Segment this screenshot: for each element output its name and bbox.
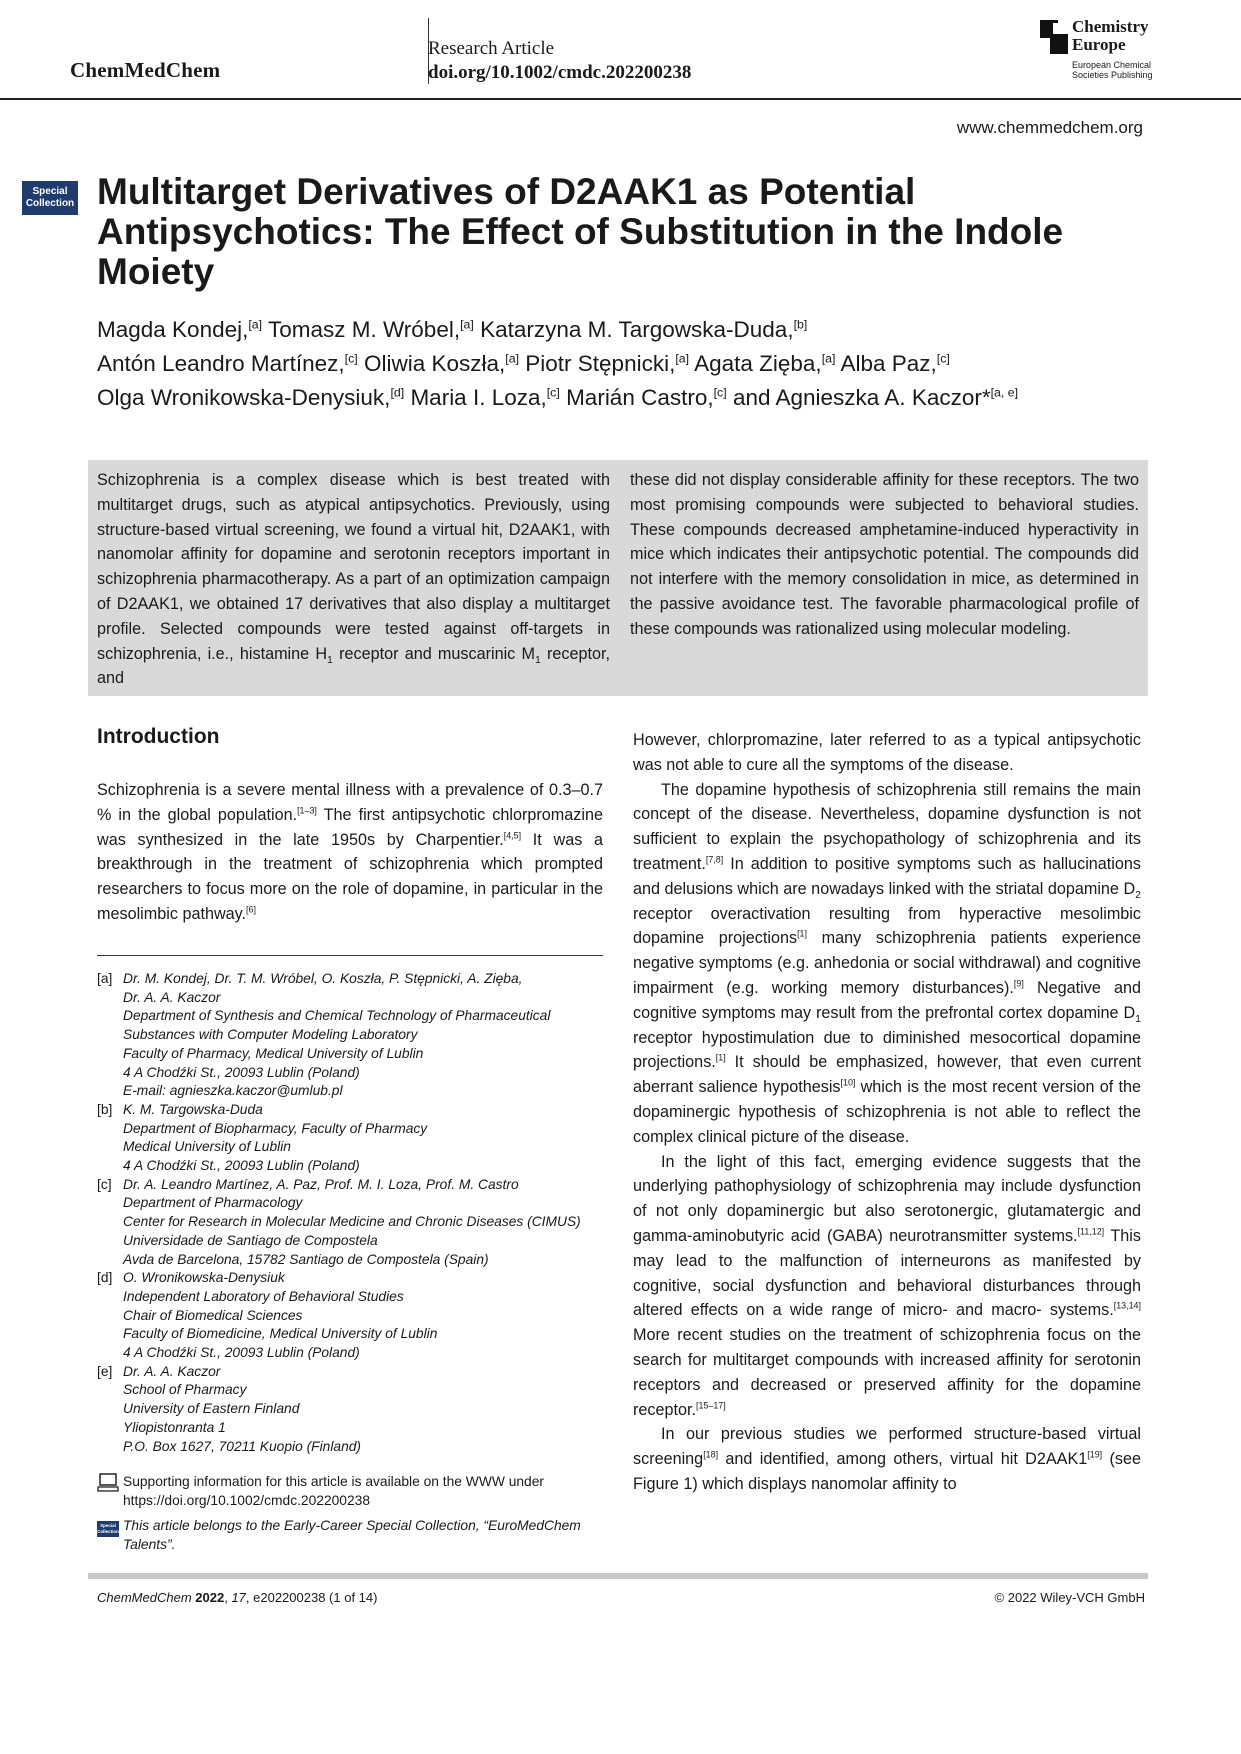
logo-sub-line1: European Chemical (1072, 60, 1152, 70)
footer-copyright: © 2022 Wiley-VCH GmbH (994, 1590, 1145, 1605)
text: The dopamine hypothesis of schizophrenia still remains the main concept of the disease. Nevertheless, dopamine dysfunction is not sufficient to explain the psychopathology of schizophrenia and its treatment. (633, 780, 1141, 873)
affiliation-entry (97, 1269, 607, 1363)
citation-ref[interactable]: [1] (715, 1052, 726, 1063)
text: Negative and cognitive symptoms may result from the prefrontal cortex dopamine D (633, 978, 1141, 1022)
abstract-box (88, 460, 1148, 696)
computer-icon (97, 1473, 119, 1493)
mini-badge-line1: Special (100, 1523, 116, 1528)
footer-article-id: , e202200238 (1 of 14) (245, 1590, 378, 1605)
special-note-text: This article belongs to the Early-Career Special Collection, “EuroMedChem Talents”. (123, 1518, 581, 1552)
affiliations (97, 970, 607, 1456)
special-collection-note (97, 1517, 607, 1554)
affiliation-label: [b] (97, 1101, 113, 1117)
footer-rule (88, 1573, 1148, 1579)
text: which is the most recent version of the dopaminergic hypothesis of schizophrenia is not able to reflect the complex clinical picture of the disease. (633, 1078, 1142, 1146)
affiliation-line: Yliopistonranta 1 (123, 1419, 226, 1435)
abstract-left-column (97, 468, 610, 691)
right-column-text (633, 728, 1141, 1497)
affiliation-line: Faculty of Biomedicine, Medical University of Lublin (123, 1326, 438, 1342)
text: However, chlorpromazine, later referred to as a typical antipsychotic was not able to cure all the symptoms of the disease. (633, 731, 1141, 774)
affiliation-body (123, 1176, 607, 1270)
affiliation-line: E-mail: agnieszka.kaczor@umlub.pl (123, 1083, 343, 1099)
affiliation-line: K. M. Targowska-Duda (123, 1101, 263, 1117)
citation-ref[interactable]: [7,8] (705, 854, 724, 865)
subscript: 2 (1135, 889, 1141, 902)
abstract-left-text: Schizophrenia is a complex disease which is best treated with multitarget drugs, such as atypical antipsychotics. Previously, using structure-based virtual screening, we found a virtual hit, D2AAK1, with nanomolar affinity for dopamine and serotonin receptors important in schizophrenia pharmacotherapy. As a part of an optimization campaign of D2AAK1, we obtained 17 derivatives that also display a multitarget profile. Selected compounds were tested against off-targets in schizophrenia, i.e., histamine H (97, 471, 610, 663)
text: In addition to positive symptoms such as hallucinations and delusions which are nowadays linked with the striatal dopamine D (633, 854, 1141, 898)
logo-title-line1: Chemistry (1072, 17, 1149, 36)
citation-ref[interactable]: [6] (246, 904, 256, 915)
footer-journal: ChemMedChem (97, 1590, 192, 1605)
affiliation-line: O. Wronikowska-Denysiuk (123, 1270, 285, 1286)
intro-text-3: It was a breakthrough in the treatment of schizophrenia which prompted researchers to focus more on the role of dopamine, in particular in the mesolimbic pathway. (97, 830, 603, 923)
paragraph (633, 1422, 1141, 1496)
article-type: Research Article (428, 38, 555, 59)
citation-ref[interactable]: [1] (797, 928, 807, 939)
affiliation-line: Dr. A. Leandro Martínez, A. Paz, Prof. M. I. Loza, Prof. M. Castro (123, 1176, 519, 1192)
affiliation-line: School of Pharmacy (123, 1382, 247, 1398)
text: More recent studies on the treatment of schizophrenia focus on the search for multitarget compounds with increased affinity for serotonin receptors and decreased or preserved affinity for the dopamine receptor. (633, 1326, 1141, 1419)
affiliation-entry (97, 1363, 607, 1457)
intro-text-2: The first antipsychotic chlorpromazine was synthesized in the late 1950s by Charpentier. (97, 805, 603, 849)
affiliation-line: University of Eastern Finland (123, 1401, 300, 1417)
citation-ref[interactable]: [11,12] (1077, 1226, 1105, 1237)
journal-website-link[interactable]: www.chemmedchem.org (956, 118, 1143, 137)
affiliation-line: Independent Laboratory of Behavioral Studies (123, 1288, 404, 1304)
text: receptor hypostimulation due to diminished mesocortical dopamine projections. (633, 1028, 1141, 1072)
abstract-left-text-2: receptor and muscarinic M (332, 644, 535, 663)
affiliation-line: Faculty of Pharmacy, Medical University of Lublin (123, 1045, 424, 1061)
affiliation-label: [e] (97, 1363, 113, 1379)
footer-volume: 17 (231, 1590, 246, 1605)
affiliation-line: Center for Research in Molecular Medicine and Chronic Diseases (CIMUS) (123, 1214, 581, 1230)
footer-year: 2022 (195, 1590, 225, 1605)
article-title: Multitarget Derivatives of D2AAK1 as Potential Antipsychotics: The Effect of Substitution in the Indole Moiety (97, 171, 1064, 292)
affiliation-body (123, 1101, 607, 1176)
affiliation-line: 4 A Chodźki St., 20093 Lublin (Poland) (123, 1158, 360, 1174)
subscript: 1 (327, 653, 333, 666)
badge-line2: Collection (25, 198, 75, 209)
publisher-logo[interactable] (1040, 18, 1180, 82)
citation-ref[interactable]: [19] (1087, 1449, 1103, 1460)
affiliation-entry (97, 1101, 607, 1176)
intro-text-1: Schizophrenia is a severe mental illness with a prevalence of 0.3–0.7 % in the global population. (97, 781, 603, 824)
footer-citation: ChemMedChem 2022, 17, e202200238 (1 of 14) (97, 1590, 378, 1605)
special-collection-mini-badge (97, 1521, 119, 1537)
citation-ref[interactable]: [10] (840, 1077, 856, 1088)
logo-title-line2: Europe (1072, 35, 1126, 54)
affiliation-line: Department of Pharmacology (123, 1195, 303, 1211)
text: In our previous studies we performed structure-based virtual screening (633, 1425, 1141, 1469)
affiliation-line: Dr. M. Kondej, Dr. T. M. Wróbel, O. Koszła, P. Stępnicki, A. Zięba, (123, 971, 523, 986)
affiliation-line: 4 A Chodźki St., 20093 Lublin (Poland) (123, 1064, 360, 1080)
text: In the light of this fact, emerging evidence suggests that the underlying pathophysiology of schizophrenia may include dysfunction of not only dopaminergic but also serotonergic, glutamatergic and gamma-aminobutyric acid (GABA) neurotransmitter systems. (633, 1152, 1141, 1245)
abstract-right-column: these did not display considerable affinity for these receptors. The two most promising compounds were subjected to behavioral studies. These compounds decreased amphetamine-induced hyperactivity in mice which indicates their antipsychotic potential. The compounds did not interfere with the memory consolidation in mice, as determined in the passive avoidance test. The favorable pharmacological profile of these compounds was rationalized using molecular modeling. (630, 471, 1139, 638)
affiliation-line: Dr. A. A. Kaczor (123, 989, 221, 1005)
citation-ref[interactable]: [4,5] (503, 830, 522, 841)
affiliation-line: 4 A Chodźki St., 20093 Lublin (Poland) (123, 1345, 360, 1361)
special-collection-badge (22, 181, 78, 215)
citation-ref[interactable]: [1–3] (297, 805, 317, 816)
citation-ref[interactable]: [15–17] (696, 1400, 726, 1411)
text: It should be emphasized, however, that even current aberrant salience hypothesis (633, 1053, 1141, 1097)
subscript: 1 (534, 653, 541, 666)
affiliation-label: [a] (97, 971, 113, 986)
author-list: Magda Kondej,[a] Tomasz M. Wróbel,[a] Katarzyna M. Targowska-Duda,[b] Antón Leandro Martínez,[c] Oliwia Koszła,[a] Piotr Stępnicki,[a] Agata Zięba,[a] Alba Paz,[c] Olga Wronikowska-Denysiuk,[d] Maria I. Loza,[c] Marián Castro,[c] and Agnieszka A. Kaczor*[a, e] (97, 317, 1019, 410)
subscript: 1 (1135, 1013, 1141, 1025)
chemistry-europe-logo-icon (1040, 20, 1068, 54)
introduction-left-text (97, 778, 603, 927)
affiliation-body (123, 1363, 607, 1457)
text: This may lead to the malfunction of interneurons as manifested by cognitive, social dysfunction and behavioral disturbances through altered effects on a wide range of micro- and macro- systems. (633, 1226, 1141, 1320)
text: receptor overactivation resulting from hyperactive mesolimbic dopamine projections (633, 904, 1141, 948)
text: (see Figure 1) which displays nanomolar affinity to (633, 1450, 1141, 1493)
affiliation-divider (97, 955, 603, 956)
paragraph (633, 728, 1141, 778)
affiliation-line: Department of Biopharmacy, Faculty of Pharmacy (123, 1120, 428, 1136)
affiliation-line: Universidade de Santiago de Compostela (123, 1232, 378, 1248)
journal-name: ChemMedChem (70, 58, 221, 82)
affiliation-line: Avda de Barcelona, 15782 Santiago de Compostela (Spain) (123, 1251, 489, 1267)
paragraph (633, 1150, 1141, 1423)
citation-ref[interactable]: [9] (1013, 978, 1024, 989)
affiliation-line: Chair of Biomedical Sciences (123, 1307, 303, 1323)
article-doi-link[interactable]: doi.org/10.1002/cmdc.202200238 (428, 62, 692, 83)
text: and identified, among others, virtual hit D2AAK1 (718, 1450, 1088, 1469)
affiliation-label: [d] (97, 1270, 113, 1286)
logo-sub-line2: Societies Publishing (1072, 70, 1153, 80)
supporting-information (97, 1473, 607, 1510)
affiliation-line: Department of Synthesis and Chemical Technology of Pharmaceutical Substances with Computer Modeling Laboratory (123, 1008, 551, 1043)
affiliation-entry (97, 970, 607, 1101)
paragraph (633, 778, 1141, 1150)
affiliation-label: [c] (97, 1176, 112, 1192)
supporting-text[interactable]: Supporting information for this article is available on the WWW under https://doi.org/10.1002/cmdc.202200238 (123, 1474, 544, 1508)
text: many schizophrenia patients experience negative symptoms (e.g. anhedonia or social withdrawal) and cognitive impairment (e.g. working memory disturbances). (633, 929, 1141, 997)
affiliation-line: P.O. Box 1627, 70211 Kuopio (Finland) (123, 1438, 362, 1454)
introduction-heading: Introduction (97, 725, 220, 748)
logo-subtitle (1072, 60, 1153, 80)
affiliation-body (123, 970, 607, 1101)
citation-ref[interactable]: [18] (703, 1449, 719, 1460)
affiliation-line: Medical University of Lublin (123, 1139, 291, 1155)
mini-badge-line2: Collection (97, 1529, 119, 1534)
logo-title (1072, 18, 1148, 54)
citation-ref[interactable]: [13,14] (1113, 1300, 1141, 1311)
abstract-left-text-3: receptor, and (97, 644, 610, 688)
affiliation-body (123, 1269, 607, 1363)
affiliation-entry (97, 1176, 607, 1270)
header-rule (0, 98, 1241, 100)
affiliation-line: Dr. A. A. Kaczor (123, 1363, 221, 1379)
badge-line1: Special (32, 186, 68, 197)
